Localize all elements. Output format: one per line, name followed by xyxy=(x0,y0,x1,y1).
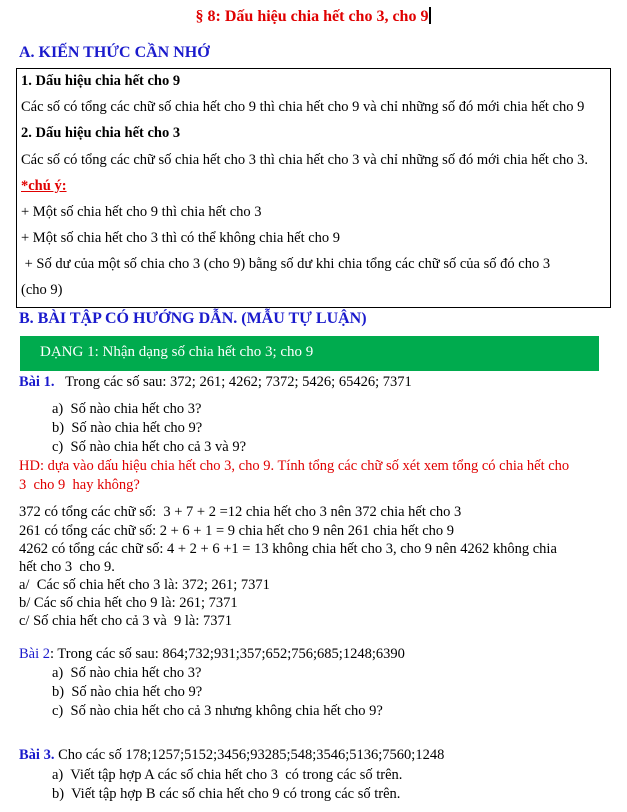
page-title xyxy=(0,7,627,26)
section-a-heading: A. KIẾN THỨC CẦN NHỚ xyxy=(19,44,210,61)
bai2-prompt xyxy=(19,646,405,663)
bai3-item-b: b) Viết tập hợp B các số chia hết cho 9 có trong các số trên. xyxy=(52,786,401,802)
note-item: + Một số chia hết cho 3 thì có thể không chia hết cho 9 xyxy=(21,230,341,246)
bai3-label: Bài 3. xyxy=(19,747,55,763)
dang1-band xyxy=(20,336,599,371)
bai1-item-b: b) Số nào chia hết cho 9? xyxy=(52,420,203,436)
note-item: (cho 9) xyxy=(21,282,63,298)
bai2-text: : Trong các số sau: 864;732;931;357;652;756;685;1248;6390 xyxy=(50,646,405,662)
note-item: + Số dư của một số chia cho 3 (cho 9) bằng số dư khi chia tổng các chữ số của số đó cho 3 xyxy=(21,256,551,272)
text-cursor xyxy=(429,7,431,24)
rule9-text: Các số có tổng các chữ số chia hết cho 9 thì chia hết cho 9 và chỉ những số đó mới chia hết cho 9 xyxy=(21,99,585,115)
rule3-text: Các số có tổng các chữ số chia hết cho 3 thì chia hết cho 3 và chỉ những số đó mới chia hết cho 3. xyxy=(21,152,588,168)
answer-a: a/ Các số chia hết cho 3 là: 372; 261; 7371 xyxy=(19,577,270,593)
dang1-label: DẠNG 1: Nhận dạng số chia hết cho 3; cho 9 xyxy=(40,344,314,360)
bai3-item-a: a) Viết tập hợp A các số chia hết cho 3 có trong các số trên. xyxy=(52,767,403,783)
knowledge-box xyxy=(16,68,611,308)
bai2-item-b: b) Số nào chia hết cho 9? xyxy=(52,684,203,700)
section-b-heading: B. BÀI TẬP CÓ HƯỚNG DẪN. (MẪU TỰ LUẬN) xyxy=(19,310,367,327)
bai1-item-a: a) Số nào chia hết cho 3? xyxy=(52,401,202,417)
bai2-item-c: c) Số nào chia hết cho cả 3 nhưng không chia hết cho 9? xyxy=(52,703,383,719)
bai1-label: Bài 1. xyxy=(19,374,55,390)
answer-c: c/ Số chia hết cho cả 3 và 9 là: 7371 xyxy=(19,613,233,629)
note-item: + Một số chia hết cho 9 thì chia hết cho 3 xyxy=(21,204,262,220)
solution-line: 4262 có tổng các chữ số: 4 + 2 + 6 +1 = 13 không chia hết cho 3, cho 9 nên 4262 không chia xyxy=(19,541,557,557)
bai1-text: Trong các số sau: 372; 261; 4262; 7372; 5426; 65426; 7371 xyxy=(65,374,412,390)
answer-b: b/ Các số chia hết cho 9 là: 261; 7371 xyxy=(19,595,238,611)
solution-line: hết cho 3 cho 9. xyxy=(19,559,115,575)
solution-line: 372 có tổng các chữ số: 3 + 7 + 2 =12 chia hết cho 3 nên 372 chia hết cho 3 xyxy=(19,504,462,520)
bai2-label: Bài 2 xyxy=(19,646,51,662)
rule9-heading: 1. Dấu hiệu chia hết cho 9 xyxy=(21,73,181,89)
bai2-item-a: a) Số nào chia hết cho 3? xyxy=(52,665,202,681)
solution-line: 261 có tổng các chữ số: 2 + 6 + 1 = 9 chia hết cho 9 nên 261 chia hết cho 9 xyxy=(19,523,455,539)
bai1-hint: 3 cho 9 hay không? xyxy=(19,477,140,493)
title-text: § 8: Dấu hiệu chia hết cho 3, cho 9 xyxy=(195,8,429,25)
bai3-text: Cho các số 178;1257;5152;3456;93285;548;3546;5136;7560;1248 xyxy=(54,747,445,763)
bai1-prompt xyxy=(19,374,412,391)
note-label: *chú ý: xyxy=(21,178,67,194)
bai1-hint: HD: dựa vào dấu hiệu chia hết cho 3, cho 9. Tính tổng các chữ số xét xem tổng có chia hết cho xyxy=(19,458,570,474)
bai3-prompt xyxy=(19,747,444,764)
bai1-item-c: c) Số nào chia hết cho cả 3 và 9? xyxy=(52,439,247,455)
rule3-heading: 2. Dấu hiệu chia hết cho 3 xyxy=(21,125,181,141)
